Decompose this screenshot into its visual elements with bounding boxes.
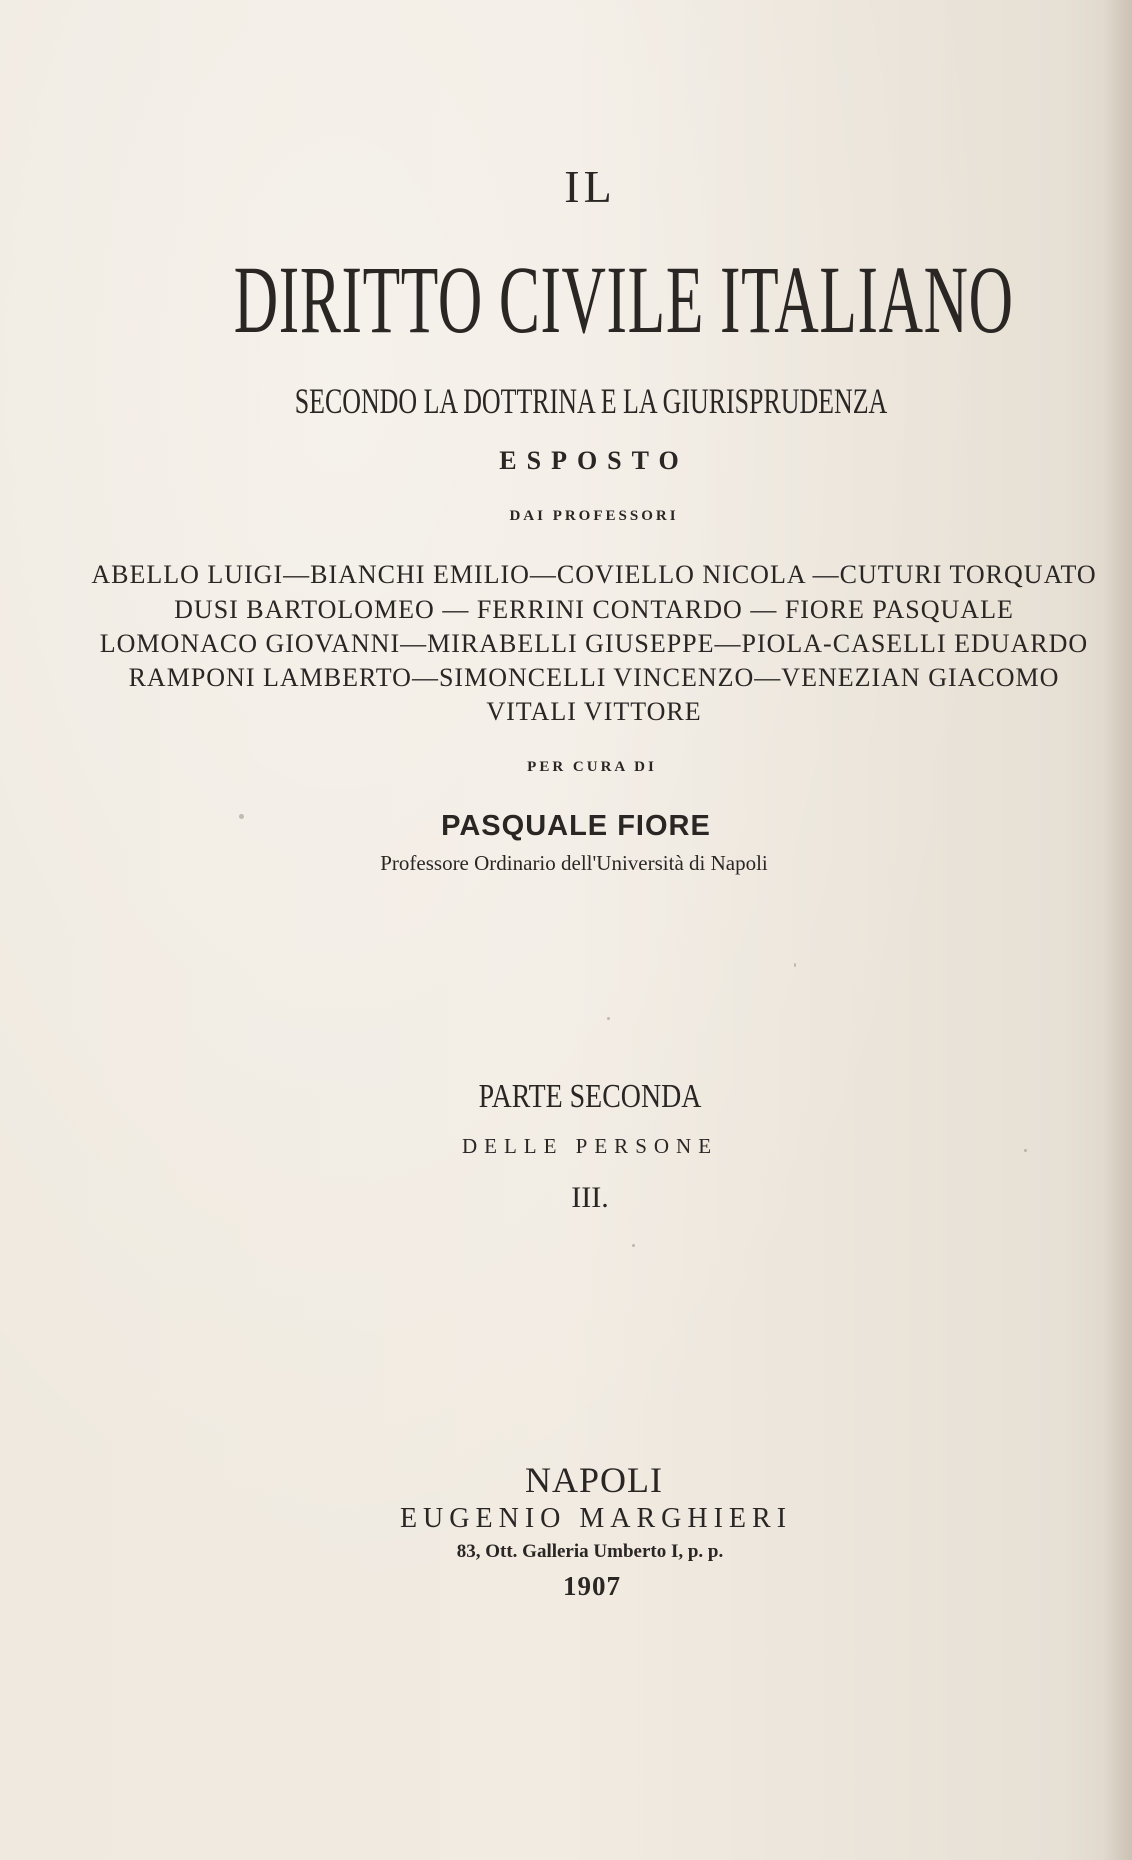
professors-line: ABELLO LUIGI—BIANCHI EMILIO—COVIELLO NICOLA —CUTURI TORQUATO [91, 560, 1097, 589]
title-article: IL [564, 161, 616, 212]
publisher-name: EUGENIO MARGHIERI [399, 1503, 793, 1534]
paper-speck [607, 1017, 610, 1020]
part-subject: DELLE PERSONE [461, 1134, 719, 1158]
paper-speck [632, 1244, 635, 1247]
professors-line: DUSI BARTOLOMEO — FERRINI CONTARDO — FIORE PASQUALE [174, 595, 1014, 624]
editor-role: Professore Ordinario dell'Università di Napoli [380, 851, 768, 875]
paper-speck [239, 814, 244, 819]
publisher-address: 83, Ott. Galleria Umberto I, p. p. [456, 1541, 724, 1562]
book-title: DIRITTO CIVILE ITALIANO [233, 246, 1014, 353]
part-title: PARTE SECONDA [478, 1078, 702, 1115]
dai-professori-label: DAI PROFESSORI [509, 508, 679, 524]
publication-city: NAPOLI [525, 1460, 663, 1500]
volume-number: III. [571, 1181, 609, 1214]
esposto-label: ESPOSTO [499, 446, 689, 475]
editor-name: PASQUALE FIORE [441, 810, 711, 842]
professors-line: RAMPONI LAMBERTO—SIMONCELLI VINCENZO—VENEZIAN GIACOMO [128, 663, 1060, 692]
book-subtitle: SECONDO LA DOTTRINA E LA GIURISPRUDENZA [294, 381, 888, 421]
professors-line: LOMONACO GIOVANNI—MIRABELLI GIUSEPPE—PIOLA-CASELLI EDUARDO [99, 629, 1089, 658]
per-cura-di-label: PER CURA DI [527, 759, 657, 775]
paper-speck [1024, 1149, 1027, 1152]
professors-line: VITALI VITTORE [486, 697, 702, 726]
publication-year: 1907 [563, 1571, 621, 1601]
paper-speck [794, 963, 796, 967]
